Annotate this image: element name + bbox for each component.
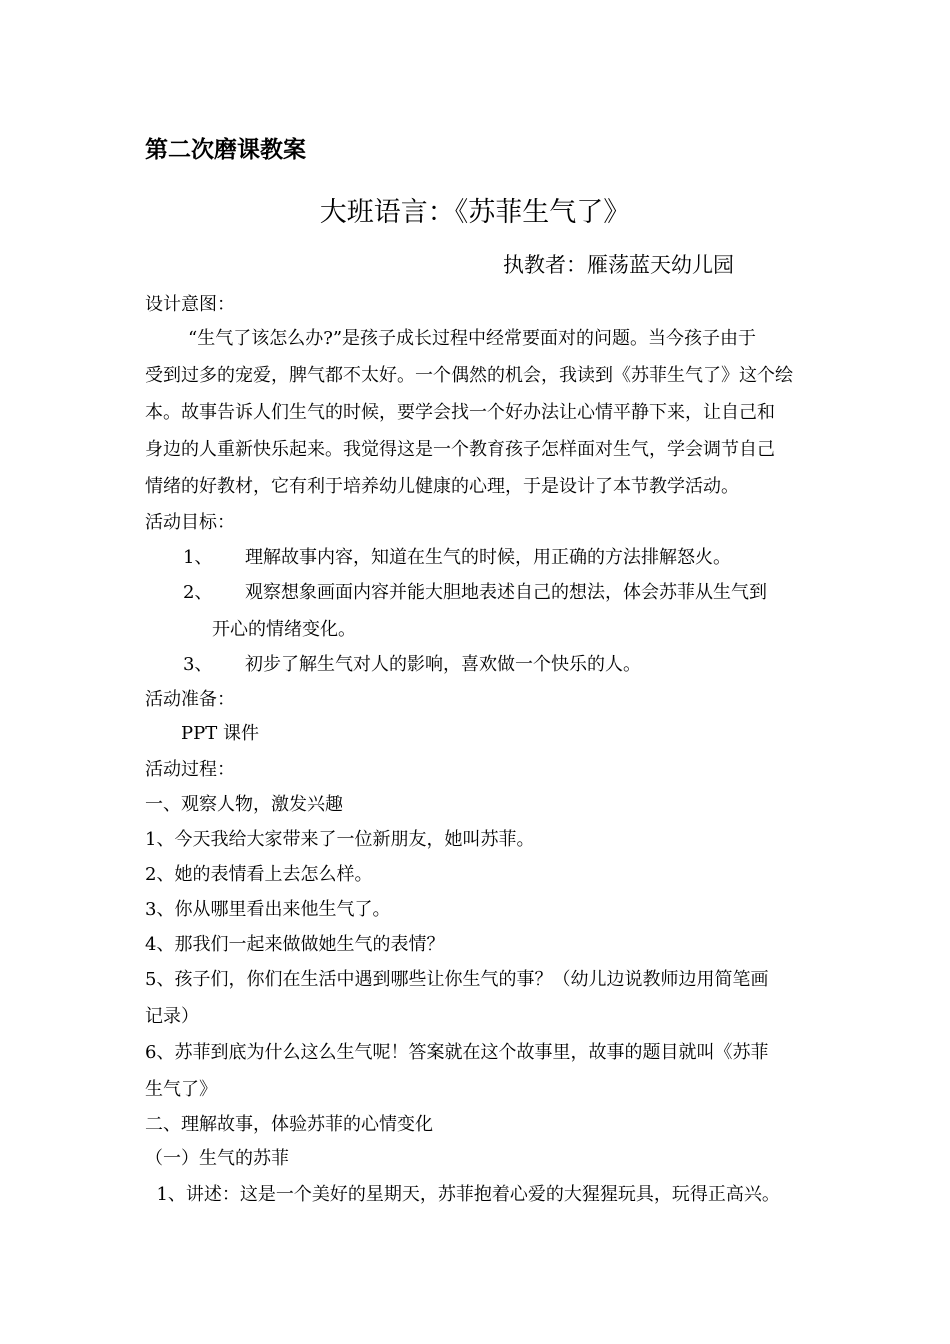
goal-item (183, 653, 853, 677)
process-label: 活动过程： (145, 759, 235, 780)
teacher-line: 执教者：雁荡蓝天幼儿园 (503, 253, 734, 277)
design-intent-label: 设计意图： (145, 294, 235, 315)
process-step-continued: 生气了》 (145, 1079, 217, 1100)
goal-item (183, 546, 853, 570)
goal-item (183, 581, 853, 605)
process-step: 2、她的表情看上去怎么样。 (145, 864, 373, 885)
preparation-label: 活动准备： (145, 689, 235, 710)
process-step: 3、你从哪里看出来他生气了。 (145, 899, 391, 920)
goal-text: 理解故事内容，知道在生气的时候，用正确的方法排解怒火。 (245, 547, 731, 568)
design-intent-line: 本。故事告诉人们生气的时候，要学会找一个好办法让心情平静下来，让自己和 (145, 402, 775, 423)
section-heading: 一、观察人物，激发兴趣 (145, 794, 343, 815)
process-step-continued: 记录） (145, 1006, 199, 1027)
preparation-item: PPT 课件 (181, 723, 259, 744)
goal-text: 观察想象画面内容并能大胆地表述自己的想法，体会苏菲从生气到 (245, 582, 767, 603)
goal-text-continued: 开心的情绪变化。 (212, 619, 356, 640)
subsection-heading: （一）生气的苏菲 (145, 1148, 289, 1169)
process-step: 1、今天我给大家带来了一位新朋友，她叫苏菲。 (145, 829, 535, 850)
design-intent-line: “生气了该怎么办?”是孩子成长过程中经常要面对的问题。当今孩子由于 (188, 328, 757, 349)
goals-label: 活动目标： (145, 512, 235, 533)
lesson-title: 大班语言：《苏菲生气了》 (319, 197, 631, 228)
goal-text: 初步了解生气对人的影响，喜欢做一个快乐的人。 (245, 654, 641, 675)
section-heading: 二、理解故事，体验苏菲的心情变化 (145, 1114, 433, 1135)
design-intent-line: 受到过多的宠爱，脾气都不太好。一个偶然的机会，我读到《苏菲生气了》这个绘 (145, 365, 793, 386)
process-step: 6、苏菲到底为什么这么生气呢！答案就在这个故事里，故事的题目就叫《苏菲 (145, 1042, 769, 1063)
design-intent-line: 情绪的好教材，它有利于培养幼儿健康的心理，于是设计了本节教学活动。 (145, 476, 739, 497)
goal-number: 1、 (183, 547, 213, 568)
goal-number: 3、 (183, 654, 213, 675)
goal-number: 2、 (183, 582, 213, 603)
process-step: 4、那我们一起来做做她生气的表情？ (145, 934, 445, 955)
narration-line: 1、讲述：这是一个美好的星期天，苏菲抱着心爱的大猩猩玩具，玩得正高兴。 (145, 1184, 780, 1205)
design-intent-line: 身边的人重新快乐起来。我觉得这是一个教育孩子怎样面对生气，学会调节自己 (145, 439, 775, 460)
process-step: 5、孩子们，你们在生活中遇到哪些让你生气的事？（幼儿边说教师边用简笔画 (145, 969, 769, 990)
document-heading: 第二次磨课教案 (145, 136, 306, 163)
